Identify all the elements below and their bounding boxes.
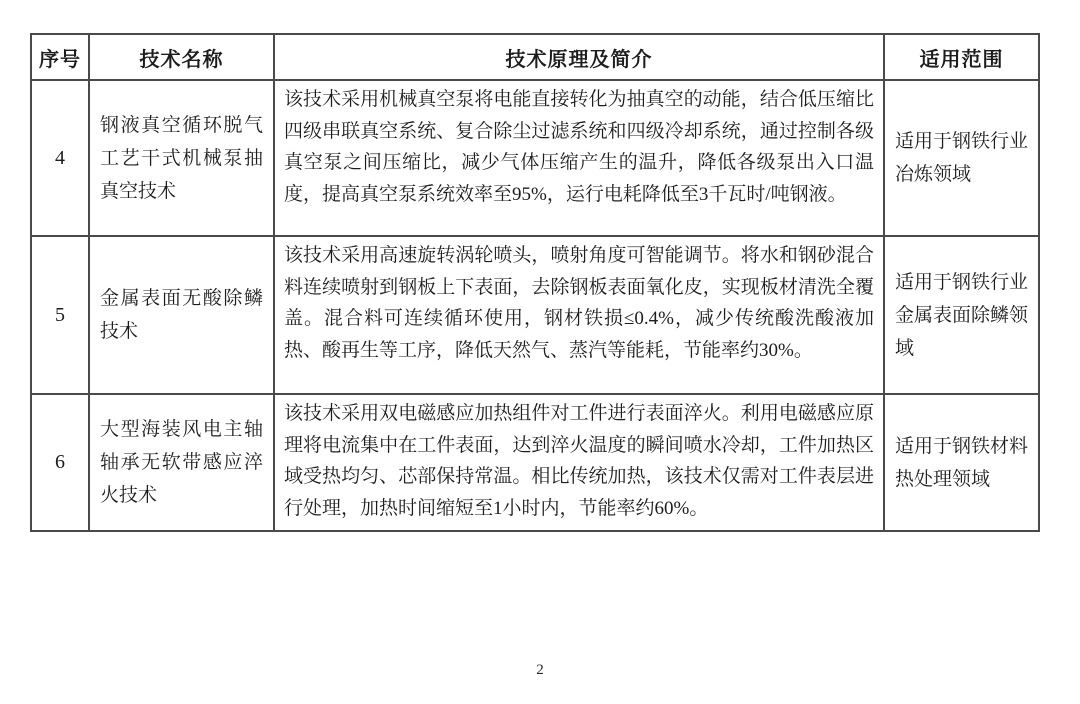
header-applicable-scope: 适用范围 <box>884 34 1039 80</box>
table-row <box>31 394 1039 531</box>
cell-scope: 适用于钢铁行业冶炼领域 <box>884 80 1039 236</box>
table-row <box>31 80 1039 236</box>
page-number: 2 <box>536 662 544 678</box>
cell-serial-number: 5 <box>31 236 89 394</box>
cell-scope: 适用于钢铁材料热处理领域 <box>884 394 1039 531</box>
technology-table <box>30 33 1040 532</box>
cell-technology-name: 金属表面无酸除鳞技术 <box>89 236 274 394</box>
cell-scope: 适用于钢铁行业金属表面除鳞领域 <box>884 236 1039 394</box>
cell-technology-name: 钢液真空循环脱气工艺干式机械泵抽真空技术 <box>89 80 274 236</box>
cell-description: 该技术采用高速旋转涡轮喷头，喷射角度可智能调节。将水和钢砂混合料连续喷射到钢板上下表面，去除钢板表面氧化皮，实现板材清洗全覆盖。混合料可连续循环使用，钢材铁损≤0.4%，减少传统酸洗酸液加热、酸再生等工序，降低天然气、蒸汽等能耗，节能率约30%。 <box>274 236 884 394</box>
cell-serial-number: 6 <box>31 394 89 531</box>
header-principle-intro: 技术原理及简介 <box>274 34 884 80</box>
header-technology-name: 技术名称 <box>89 34 274 80</box>
cell-serial-number: 4 <box>31 80 89 236</box>
table-header-row <box>31 34 1039 80</box>
cell-description: 该技术采用双电磁感应加热组件对工件进行表面淬火。利用电磁感应原理将电流集中在工件表面，达到淬火温度的瞬间喷水冷却，工件加热区域受热均匀、芯部保持常温。相比传统加热，该技术仅需对工件表层进行处理，加热时间缩短至1小时内，节能率约60%。 <box>274 394 884 531</box>
cell-technology-name: 大型海装风电主轴轴承无软带感应淬火技术 <box>89 394 274 531</box>
header-serial-number: 序号 <box>31 34 89 80</box>
table-row <box>31 236 1039 394</box>
cell-description: 该技术采用机械真空泵将电能直接转化为抽真空的动能，结合低压缩比四级串联真空系统、复合除尘过滤系统和四级冷却系统，通过控制各级真空泵之间压缩比，减少气体压缩产生的温升，降低各级泵出入口温度，提高真空泵系统效率至95%，运行电耗降低至3千瓦时/吨钢液。 <box>274 80 884 236</box>
